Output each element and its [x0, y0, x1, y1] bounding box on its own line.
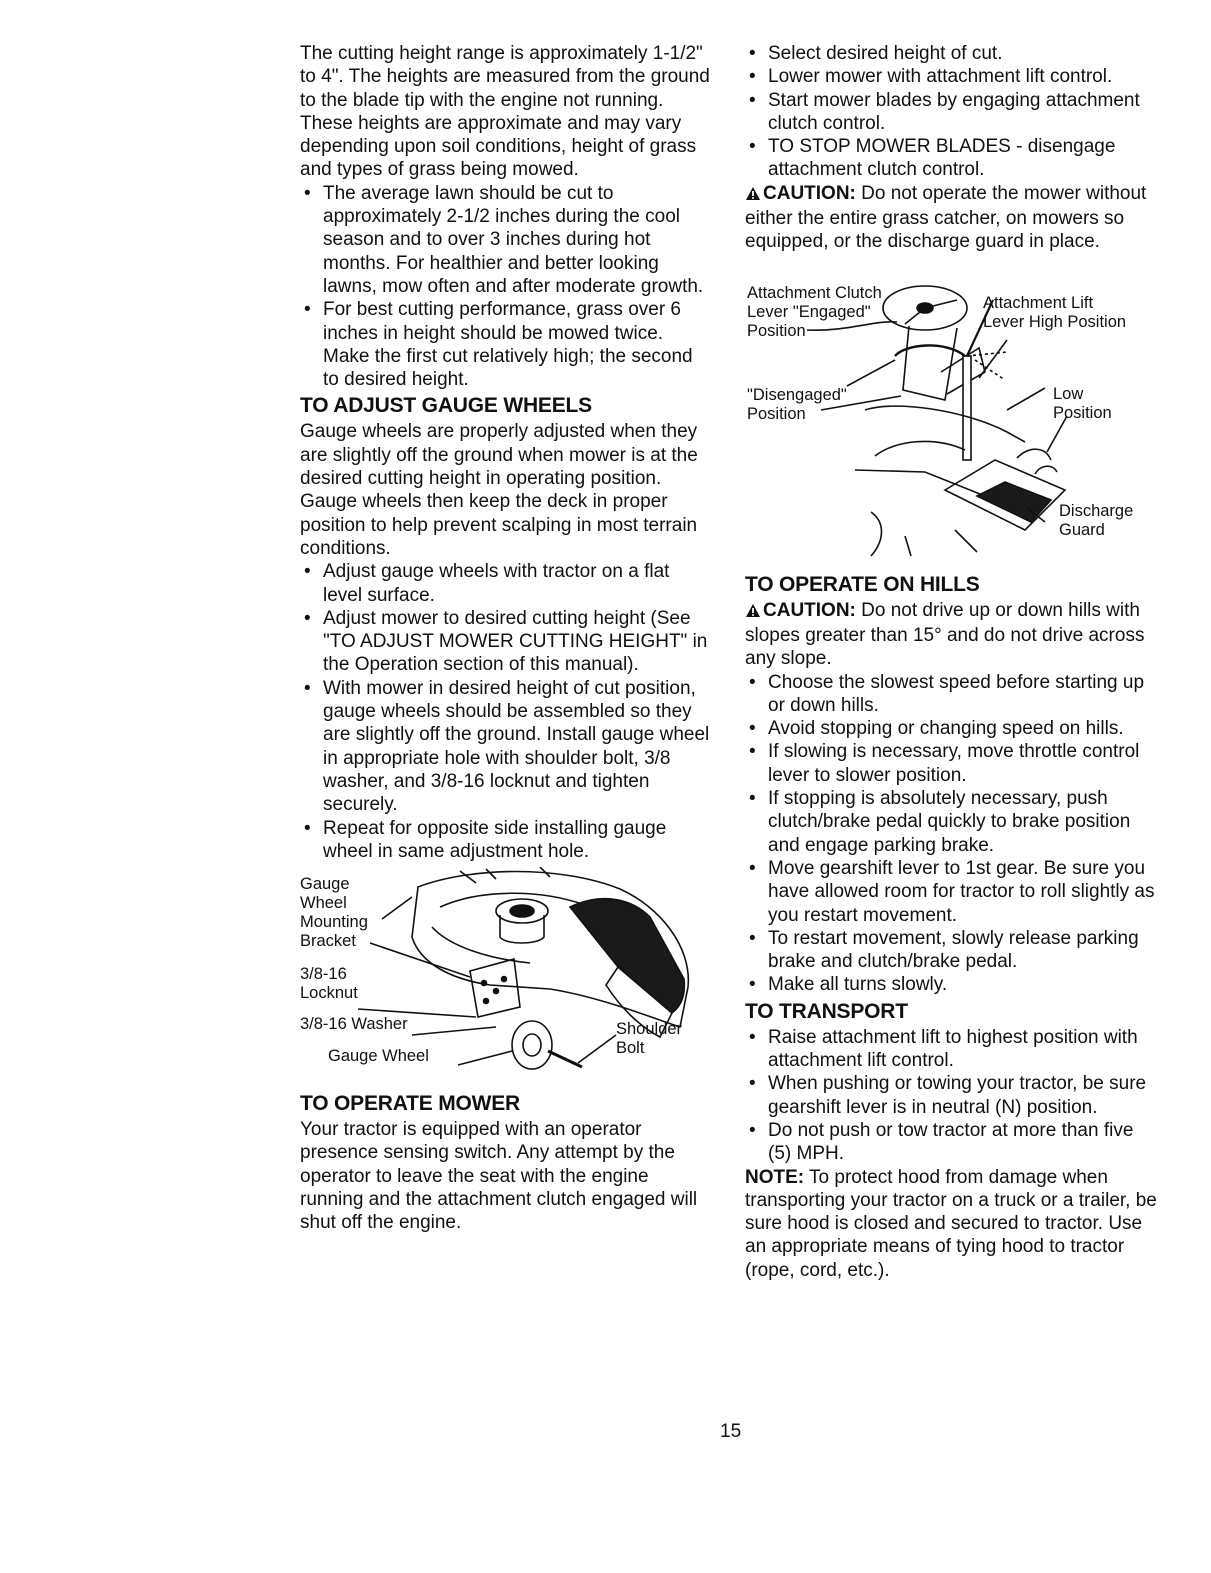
- list-item: • Adjust gauge wheels with tractor on a flat level surface.: [300, 560, 712, 607]
- label-clutch-1: Attachment Clutch: [747, 283, 882, 302]
- operate-mower-heading: TO OPERATE MOWER: [300, 1092, 521, 1116]
- list-item: • Select desired height of cut.: [745, 42, 1157, 65]
- transport-heading: TO TRANSPORT: [745, 999, 908, 1023]
- left-column: [300, 42, 712, 1235]
- mower-steps-list: [745, 42, 1157, 182]
- hills-caution: [745, 599, 1157, 671]
- list-item: • Avoid stopping or changing speed on hills.: [745, 717, 1157, 740]
- label-low-2: Position: [1053, 403, 1112, 422]
- label-bracket-1: Gauge: [300, 875, 350, 894]
- label-disengaged-1: "Disengaged": [747, 385, 847, 404]
- warning-icon: [745, 601, 761, 624]
- list-item: • Make all turns slowly.: [745, 973, 1157, 996]
- label-guard-2: Guard: [1059, 520, 1105, 539]
- warning-icon: [745, 184, 761, 207]
- list-item: • When pushing or towing your tractor, be sure gearshift lever is in neutral (N) position.: [745, 1072, 1157, 1119]
- label-guard-1: Discharge: [1059, 501, 1134, 520]
- list-item: • For best cutting performance, grass over 6 inches in height should be mowed twice. Make the first cut relatively high; the second to desired height.: [300, 298, 712, 391]
- label-washer: 3/8-16 Washer: [300, 1015, 408, 1034]
- hills-heading: TO OPERATE ON HILLS: [745, 572, 980, 596]
- transport-list: [745, 1026, 1157, 1166]
- label-bracket-3: Mounting: [300, 913, 368, 932]
- label-lift-2: Lever High Position: [983, 312, 1127, 331]
- list-item: • Move gearshift lever to 1st gear. Be sure you have allowed room for tractor to roll slightly as you restart movement.: [745, 857, 1157, 927]
- gauge-wheels-list: [300, 560, 712, 863]
- discharge-caution: [745, 182, 1157, 254]
- label-gauge-wheel: Gauge Wheel: [328, 1047, 429, 1066]
- list-item: • Raise attachment lift to highest position with attachment lift control.: [745, 1026, 1157, 1073]
- label-bolt-2: Bolt: [616, 1039, 645, 1058]
- hills-list: [745, 671, 1157, 997]
- label-bracket-4: Bracket: [300, 932, 356, 951]
- mowing-tips-list: [300, 182, 712, 392]
- operate-mower-text: Your tractor is equipped with an operator presence sensing switch. Any attempt by the operator to leave the seat with the engine running and the attachment clutch engaged will shut off the engine.: [300, 1119, 698, 1234]
- caution-label: CAUTION:: [763, 182, 856, 204]
- list-item: • TO STOP MOWER BLADES - disengage attachment clutch control.: [745, 135, 1157, 182]
- tractor-controls-figure: [745, 260, 1157, 570]
- caution-text: Do not drive up or down hills with slopes greater than 15° and do not drive across any slope.: [745, 599, 1145, 670]
- note-label: NOTE:: [745, 1166, 805, 1188]
- caution-label: CAUTION:: [763, 599, 856, 621]
- right-column: [745, 42, 1157, 1282]
- page-number: 15: [720, 1421, 742, 1442]
- list-item: • The average lawn should be cut to approximately 2-1/2 inches during the cool season and to over 3 inches during hot months. For healthier and better looking lawns, mow often and after moderate growth.: [300, 182, 712, 298]
- cutting-height-intro: The cutting height range is approximately 1-1/2" to 4". The heights are measured from the ground to the blade tip with the engine not running. These heights are approximate and may vary depending upon soil conditions, height of grass and types of grass being mowed.: [300, 43, 710, 181]
- gauge-wheels-heading: TO ADJUST GAUGE WHEELS: [300, 394, 592, 418]
- label-clutch-3: Position: [747, 321, 806, 340]
- label-low-1: Low: [1053, 384, 1084, 403]
- label-locknut-1: 3/8-16: [300, 965, 347, 984]
- list-item: • Lower mower with attachment lift control.: [745, 65, 1157, 88]
- label-bolt-1: Shoulder: [616, 1020, 683, 1039]
- list-item: • Repeat for opposite side installing gauge wheel in same adjustment hole.: [300, 817, 712, 864]
- note-text: To protect hood from damage when transporting your tractor on a truck or a trailer, be sure hood is closed and secured to tractor. Use an appropriate means of tying hood to tractor (rope, cord, etc.).: [745, 1166, 1157, 1281]
- label-lift-1: Attachment Lift: [983, 293, 1094, 312]
- list-item: • To restart movement, slowly release parking brake and clutch/brake pedal.: [745, 927, 1157, 974]
- list-item: • With mower in desired height of cut position, gauge wheels should be assembled so they are slightly off the ground. Install gauge wheel in appropriate hole with shoulder bolt, 3/8 washer, and 3/8-16 locknut and tighten securely.: [300, 677, 712, 817]
- label-bracket-2: Wheel: [300, 894, 347, 913]
- label-locknut-2: Locknut: [300, 984, 358, 1003]
- list-item: • Do not push or tow tractor at more than five (5) MPH.: [745, 1119, 1157, 1166]
- gauge-wheel-figure: [300, 867, 712, 1089]
- list-item: • If slowing is necessary, move throttle control lever to slower position.: [745, 740, 1157, 787]
- gauge-wheels-text: Gauge wheels are properly adjusted when they are slightly off the ground when mower is at the desired cutting height in operating position. Gauge wheels then keep the deck in proper position to help prevent scalping in most terrain conditions.: [300, 421, 698, 559]
- transport-note: [745, 1166, 1157, 1282]
- label-clutch-2: Lever "Engaged": [747, 302, 871, 321]
- list-item: • Choose the slowest speed before starting up or down hills.: [745, 671, 1157, 718]
- list-item: • Start mower blades by engaging attachment clutch control.: [745, 89, 1157, 136]
- list-item: • Adjust mower to desired cutting height (See "TO ADJUST MOWER CUTTING HEIGHT" in the Operation section of this manual).: [300, 607, 712, 677]
- list-item: • If stopping is absolutely necessary, push clutch/brake pedal quickly to brake position and engage parking brake.: [745, 787, 1157, 857]
- label-disengaged-2: Position: [747, 404, 806, 423]
- caution-text: Do not operate the mower without either the entire grass catcher, on mowers so equipped, or the discharge guard in place.: [745, 182, 1147, 253]
